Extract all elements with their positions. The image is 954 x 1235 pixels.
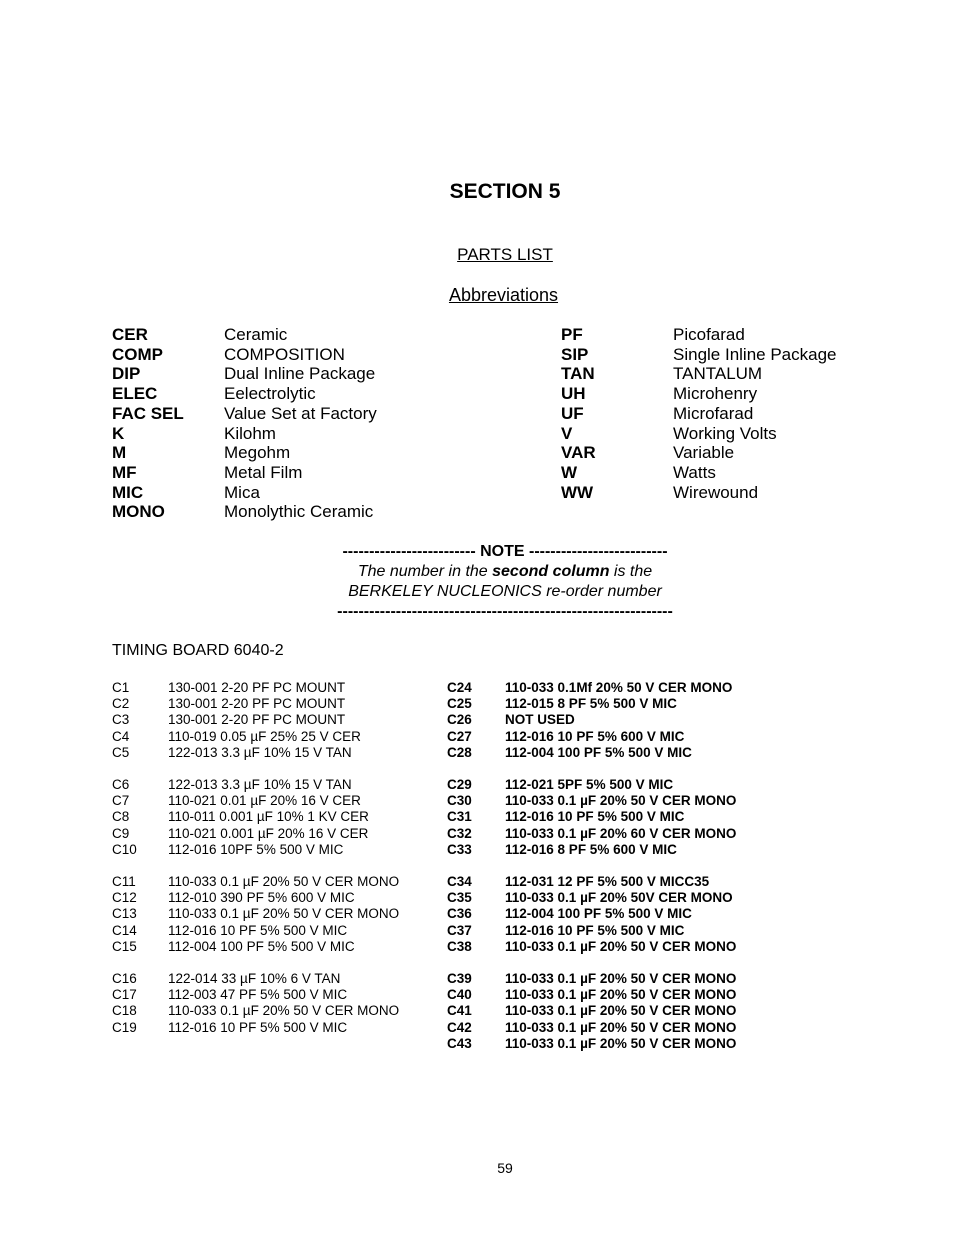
note-line-1-after: is the: [609, 563, 653, 580]
abbreviation-row: [112, 384, 512, 404]
abbreviation-meaning: Watts: [673, 462, 716, 482]
abbreviation-row: [561, 345, 954, 365]
part-description: 112-010 390 PF 5% 600 V MIC: [168, 890, 355, 906]
page-number: 59: [497, 1160, 513, 1176]
part-description: 110-011 0.001 µF 10% 1 KV CER: [168, 809, 369, 825]
part-reference: C13: [112, 906, 137, 922]
part-reference: C33: [447, 841, 472, 857]
part-reference: C6: [112, 777, 130, 792]
part-reference: C35: [447, 890, 472, 906]
abbreviation-meaning: Metal Film: [224, 462, 303, 482]
abbreviation-meaning: Single Inline Package: [673, 344, 837, 364]
note-footer: ---------------------------------------------------------------: [337, 603, 673, 620]
abbreviation-row: [561, 325, 954, 345]
part-description: 130-001 2-20 PF PC MOUNT: [168, 696, 346, 712]
part-description: 112-004 100 PF 5% 500 V MIC: [168, 938, 355, 954]
part-reference: C1: [112, 680, 130, 695]
part-description: 122-014 33 µF 10% 6 V TAN: [168, 971, 341, 986]
part-description: 112-016 10 PF 5% 500 V MIC: [168, 922, 348, 938]
abbreviation-row: [112, 502, 512, 522]
abbreviation-meaning: Kilohm: [224, 423, 276, 443]
part-description: 110-033 0.1 µF 20% 50 V CER MONO: [168, 874, 400, 889]
part-description: 110-033 0.1 µF 20% 50 V CER MONO: [505, 938, 737, 954]
part-reference: C40: [447, 987, 472, 1003]
part-reference: C3: [112, 712, 130, 728]
abbreviation-code: CER: [112, 325, 148, 344]
part-description: 112-004 100 PF 5% 500 V MIC: [505, 906, 692, 922]
part-description: 110-033 0.1 µF 20% 50 V CER MONO: [168, 906, 400, 922]
abbreviation-meaning: Megohm: [224, 443, 291, 463]
part-description: 110-033 0.1 µF 20% 50V CER MONO: [505, 890, 733, 906]
part-reference: C29: [447, 777, 472, 792]
part-description: 110-033 0.1 µF 20% 50 V CER MONO: [505, 971, 737, 986]
part-description: 112-016 10 PF 5% 500 V MIC: [168, 1019, 348, 1035]
abbreviation-code: DIP: [112, 364, 141, 384]
part-reference: C17: [112, 987, 137, 1003]
part-reference: C42: [447, 1019, 472, 1035]
part-reference: C19: [112, 1019, 137, 1035]
note-line-1: [0, 563, 954, 581]
part-description: 110-033 0.1 µF 20% 60 V CER MONO: [505, 825, 737, 841]
part-description: 110-033 0.1 µF 20% 50 V CER MONO: [505, 1035, 737, 1051]
part-description: 110-033 0.1 µF 20% 50 V CER MONO: [505, 793, 737, 809]
abbreviation-row: [561, 384, 954, 404]
abbreviation-row: [561, 483, 954, 503]
abbreviation-row: [112, 443, 512, 463]
abbreviation-meaning: Wirewound: [673, 482, 759, 502]
abbreviation-row: [561, 424, 954, 444]
part-reference: C11: [112, 874, 136, 889]
part-description: 112-004 100 PF 5% 500 V MIC: [505, 744, 692, 760]
part-reference: C16: [112, 971, 137, 986]
part-reference: C14: [112, 922, 137, 938]
part-reference: C26: [447, 712, 472, 728]
part-description: 112-003 47 PF 5% 500 V MIC: [168, 987, 348, 1003]
part-reference: C2: [112, 696, 130, 712]
abbreviation-meaning: TANTALUM: [673, 364, 763, 384]
part-description: 110-033 0.1 µF 20% 50 V CER MONO: [505, 987, 737, 1003]
part-description: NOT USED: [505, 712, 575, 728]
note-line-1-bold: second column: [492, 563, 610, 580]
abbreviation-row: [112, 325, 512, 345]
part-reference: C24: [447, 680, 472, 695]
abbreviation-code: V: [561, 423, 573, 443]
part-description: 110-033 0.1Mf 20% 50 V CER MONO: [505, 680, 733, 695]
board-title: TIMING BOARD 6040-2: [112, 642, 284, 659]
part-description: 112-031 12 PF 5% 500 V MICC35: [505, 874, 710, 889]
note-line-1-before: The number in the: [357, 563, 493, 580]
abbreviation-code: M: [112, 443, 127, 463]
abbreviation-meaning: Working Volts: [673, 423, 777, 443]
abbreviation-row: [112, 483, 512, 503]
part-reference: C31: [447, 809, 472, 825]
part-reference: C9: [112, 825, 130, 841]
abbreviation-meaning: Microfarad: [673, 403, 754, 423]
abbreviation-row: [112, 345, 512, 365]
abbreviation-row: [112, 364, 512, 384]
part-reference: C7: [112, 793, 130, 809]
part-description: 112-016 8 PF 5% 600 V MIC: [505, 841, 677, 857]
part-reference: C39: [447, 971, 472, 986]
abbreviation-row: [112, 424, 512, 444]
abbreviation-code: TAN: [561, 364, 595, 384]
abbreviation-meaning: Picofarad: [673, 325, 745, 344]
abbreviation-row: [561, 364, 954, 384]
part-reference: C27: [447, 728, 472, 744]
abbreviation-meaning: Value Set at Factory: [224, 403, 377, 423]
note-line-2: BERKELEY NUCLEONICS re-order number: [348, 583, 662, 600]
part-reference: C34: [447, 874, 472, 889]
abbreviation-code: PF: [561, 325, 583, 344]
abbreviation-code: MIC: [112, 482, 144, 502]
abbreviation-meaning: Mica: [224, 482, 260, 502]
part-description: 110-021 0.01 µF 20% 16 V CER: [168, 793, 361, 809]
part-reference: C25: [447, 696, 472, 712]
abbreviation-meaning: Eelectrolytic: [224, 384, 316, 404]
abbreviation-row: [561, 443, 954, 463]
part-description: 112-016 10 PF 5% 500 V MIC: [505, 809, 685, 825]
part-reference: C30: [447, 793, 472, 809]
part-description: 122-013 3.3 µF 10% 15 V TAN: [168, 777, 352, 792]
part-description: 110-021 0.001 µF 20% 16 V CER: [168, 825, 369, 841]
section-title: SECTION 5: [449, 180, 561, 203]
abbreviation-code: UH: [561, 384, 586, 404]
part-description: 112-015 8 PF 5% 500 V MIC: [505, 696, 677, 712]
abbreviation-code: SIP: [561, 344, 589, 364]
part-reference: C4: [112, 728, 130, 744]
abbreviation-code: K: [112, 423, 125, 443]
abbreviation-meaning: Dual Inline Package: [224, 364, 376, 384]
part-reference: C32: [447, 825, 472, 841]
part-description: 112-016 10 PF 5% 500 V MIC: [505, 922, 685, 938]
abbreviation-code: MF: [112, 462, 137, 482]
abbreviation-meaning: Monolythic Ceramic: [224, 502, 374, 522]
abbreviation-row: [561, 463, 954, 483]
part-reference: C5: [112, 744, 130, 760]
parts-list-title: PARTS LIST: [457, 245, 553, 264]
abbreviation-meaning: COMPOSITION: [224, 344, 345, 364]
abbreviation-row: [561, 404, 954, 424]
abbreviation-code: MONO: [112, 502, 165, 522]
part-reference: C36: [447, 906, 472, 922]
part-description: 130-001 2-20 PF PC MOUNT: [168, 680, 346, 695]
part-reference: C37: [447, 922, 472, 938]
part-reference: C8: [112, 809, 130, 825]
abbreviation-code: W: [561, 462, 578, 482]
part-description: 130-001 2-20 PF PC MOUNT: [168, 712, 346, 728]
abbreviation-code: WW: [561, 482, 594, 502]
part-description: 110-033 0.1 µF 20% 50 V CER MONO: [505, 1003, 737, 1019]
part-description: 110-033 0.1 µF 20% 50 V CER MONO: [505, 1019, 737, 1035]
abbreviation-code: COMP: [112, 344, 163, 364]
part-description: 110-019 0.05 µF 25% 25 V CER: [168, 728, 361, 744]
abbreviation-code: ELEC: [112, 384, 158, 404]
part-reference: C15: [112, 938, 137, 954]
abbreviation-row: [112, 404, 512, 424]
abbreviation-code: VAR: [561, 443, 596, 463]
part-description: 112-021 5PF 5% 500 V MIC: [505, 777, 674, 792]
abbreviation-meaning: Ceramic: [224, 325, 288, 344]
abbreviation-row: [112, 463, 512, 483]
part-description: 110-033 0.1 µF 20% 50 V CER MONO: [168, 1003, 400, 1019]
abbreviation-meaning: Variable: [673, 443, 735, 463]
abbreviation-code: UF: [561, 403, 584, 423]
part-reference: C41: [447, 1003, 472, 1019]
part-reference: C28: [447, 744, 472, 760]
abbreviations-title: Abbreviations: [448, 285, 559, 305]
abbreviation-meaning: Microhenry: [673, 384, 758, 404]
part-reference: C38: [447, 938, 472, 954]
part-reference: C10: [112, 841, 137, 857]
abbreviation-code: FAC SEL: [112, 403, 184, 423]
part-description: 112-016 10 PF 5% 600 V MIC: [505, 728, 685, 744]
part-description: 112-016 10PF 5% 500 V MIC: [168, 841, 344, 857]
part-reference: C43: [447, 1035, 472, 1051]
note-header: ------------------------- NOTE --------------------------: [342, 543, 668, 560]
part-reference: C12: [112, 890, 137, 906]
part-description: 122-013 3.3 µF 10% 15 V TAN: [168, 744, 352, 760]
part-reference: C18: [112, 1003, 137, 1019]
